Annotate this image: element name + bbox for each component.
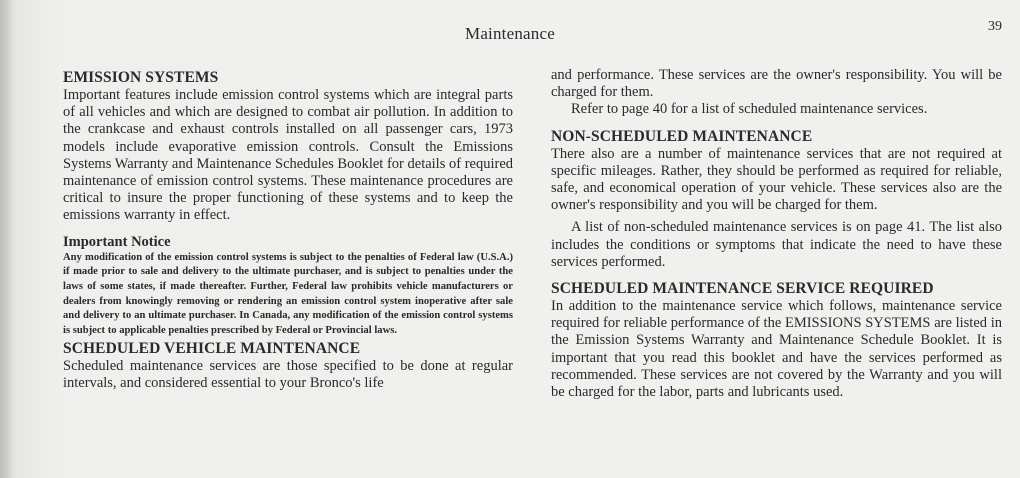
continued-text: and performance. These services are the owner's responsibility. You will be charged for them. — [551, 67, 1002, 101]
important-notice-heading: Important Notice — [63, 233, 171, 250]
scheduled-vehicle-maintenance-text: Scheduled maintenance services are those specified to be done at regular intervals, and considered essential to your Bronco's life — [63, 357, 513, 392]
emission-systems-text: Important features include emission control systems which are integral parts of all vehicles and which are designed to combat air pollution. In addition to the crankcase and exhaust controls installed on all passenger cars, 1973 models include evaporative emission controls. Consult the Emissions Systems Warranty and Maintenance Schedules Booklet for details of required maintenance of emission control systems. These maintenance procedures are critical to insure the proper functioning of these systems and to keep the emissions warranty in effect. — [63, 87, 513, 224]
non-scheduled-maintenance-heading: NON-SCHEDULED MAINTENANCE — [551, 127, 813, 145]
important-notice-text: Any modification of the emission control systems is subject to the penalties of Federal law (U.S.A.) if made prior to sale and delivery to the ultimate purchaser, and is subject to penalties under the laws of some states, if made thereafter. Further, Federal law prohibits vehicle manufacturers or dealers from knowingly removing or rendering an emission control system inoperative after sale and delivery to an ultimate purchaser. In Canada, any modification of the emission control systems is subject to applicable penalties prescribed by Federal or Provincial laws. — [63, 251, 513, 337]
page-header-title: Maintenance — [465, 24, 555, 43]
scheduled-maintenance-service-required-text: In addition to the maintenance service which follows, maintenance service required for reliable performance of the EMISSIONS SYSTEMS are listed in the Emission Systems Warranty and Maintenance Schedule Booklet. It is important that you read this booklet and have the services performed as recommended. These services are not covered by the Warranty and you will be charged for the labor, parts and lubricants used. — [551, 298, 1002, 401]
page-number: 39 — [988, 19, 1002, 34]
left-column — [63, 68, 513, 392]
binding-shadow — [0, 0, 14, 478]
emission-systems-heading: EMISSION SYSTEMS — [63, 69, 219, 86]
non-scheduled-list-text: A list of non-scheduled maintenance services is on page 41. The list also includes the conditions or symptoms that indicate the need to have these services performed. — [551, 219, 1002, 270]
non-scheduled-maintenance-text: There also are a number of maintenance services that are not required at specific mileages. Rather, they should be performed as required for reliable, safe, and economical operation of your vehicle. These services also are the owner's responsibility and you will be charged for them. — [551, 145, 1002, 214]
scheduled-maintenance-service-required-heading: SCHEDULED MAINTENANCE SERVICE REQUIRED — [551, 280, 934, 298]
refer-text: Refer to page 40 for a list of scheduled maintenance services. — [571, 101, 928, 118]
right-column — [551, 67, 1002, 401]
scheduled-vehicle-maintenance-heading: SCHEDULED VEHICLE MAINTENANCE — [63, 339, 361, 357]
